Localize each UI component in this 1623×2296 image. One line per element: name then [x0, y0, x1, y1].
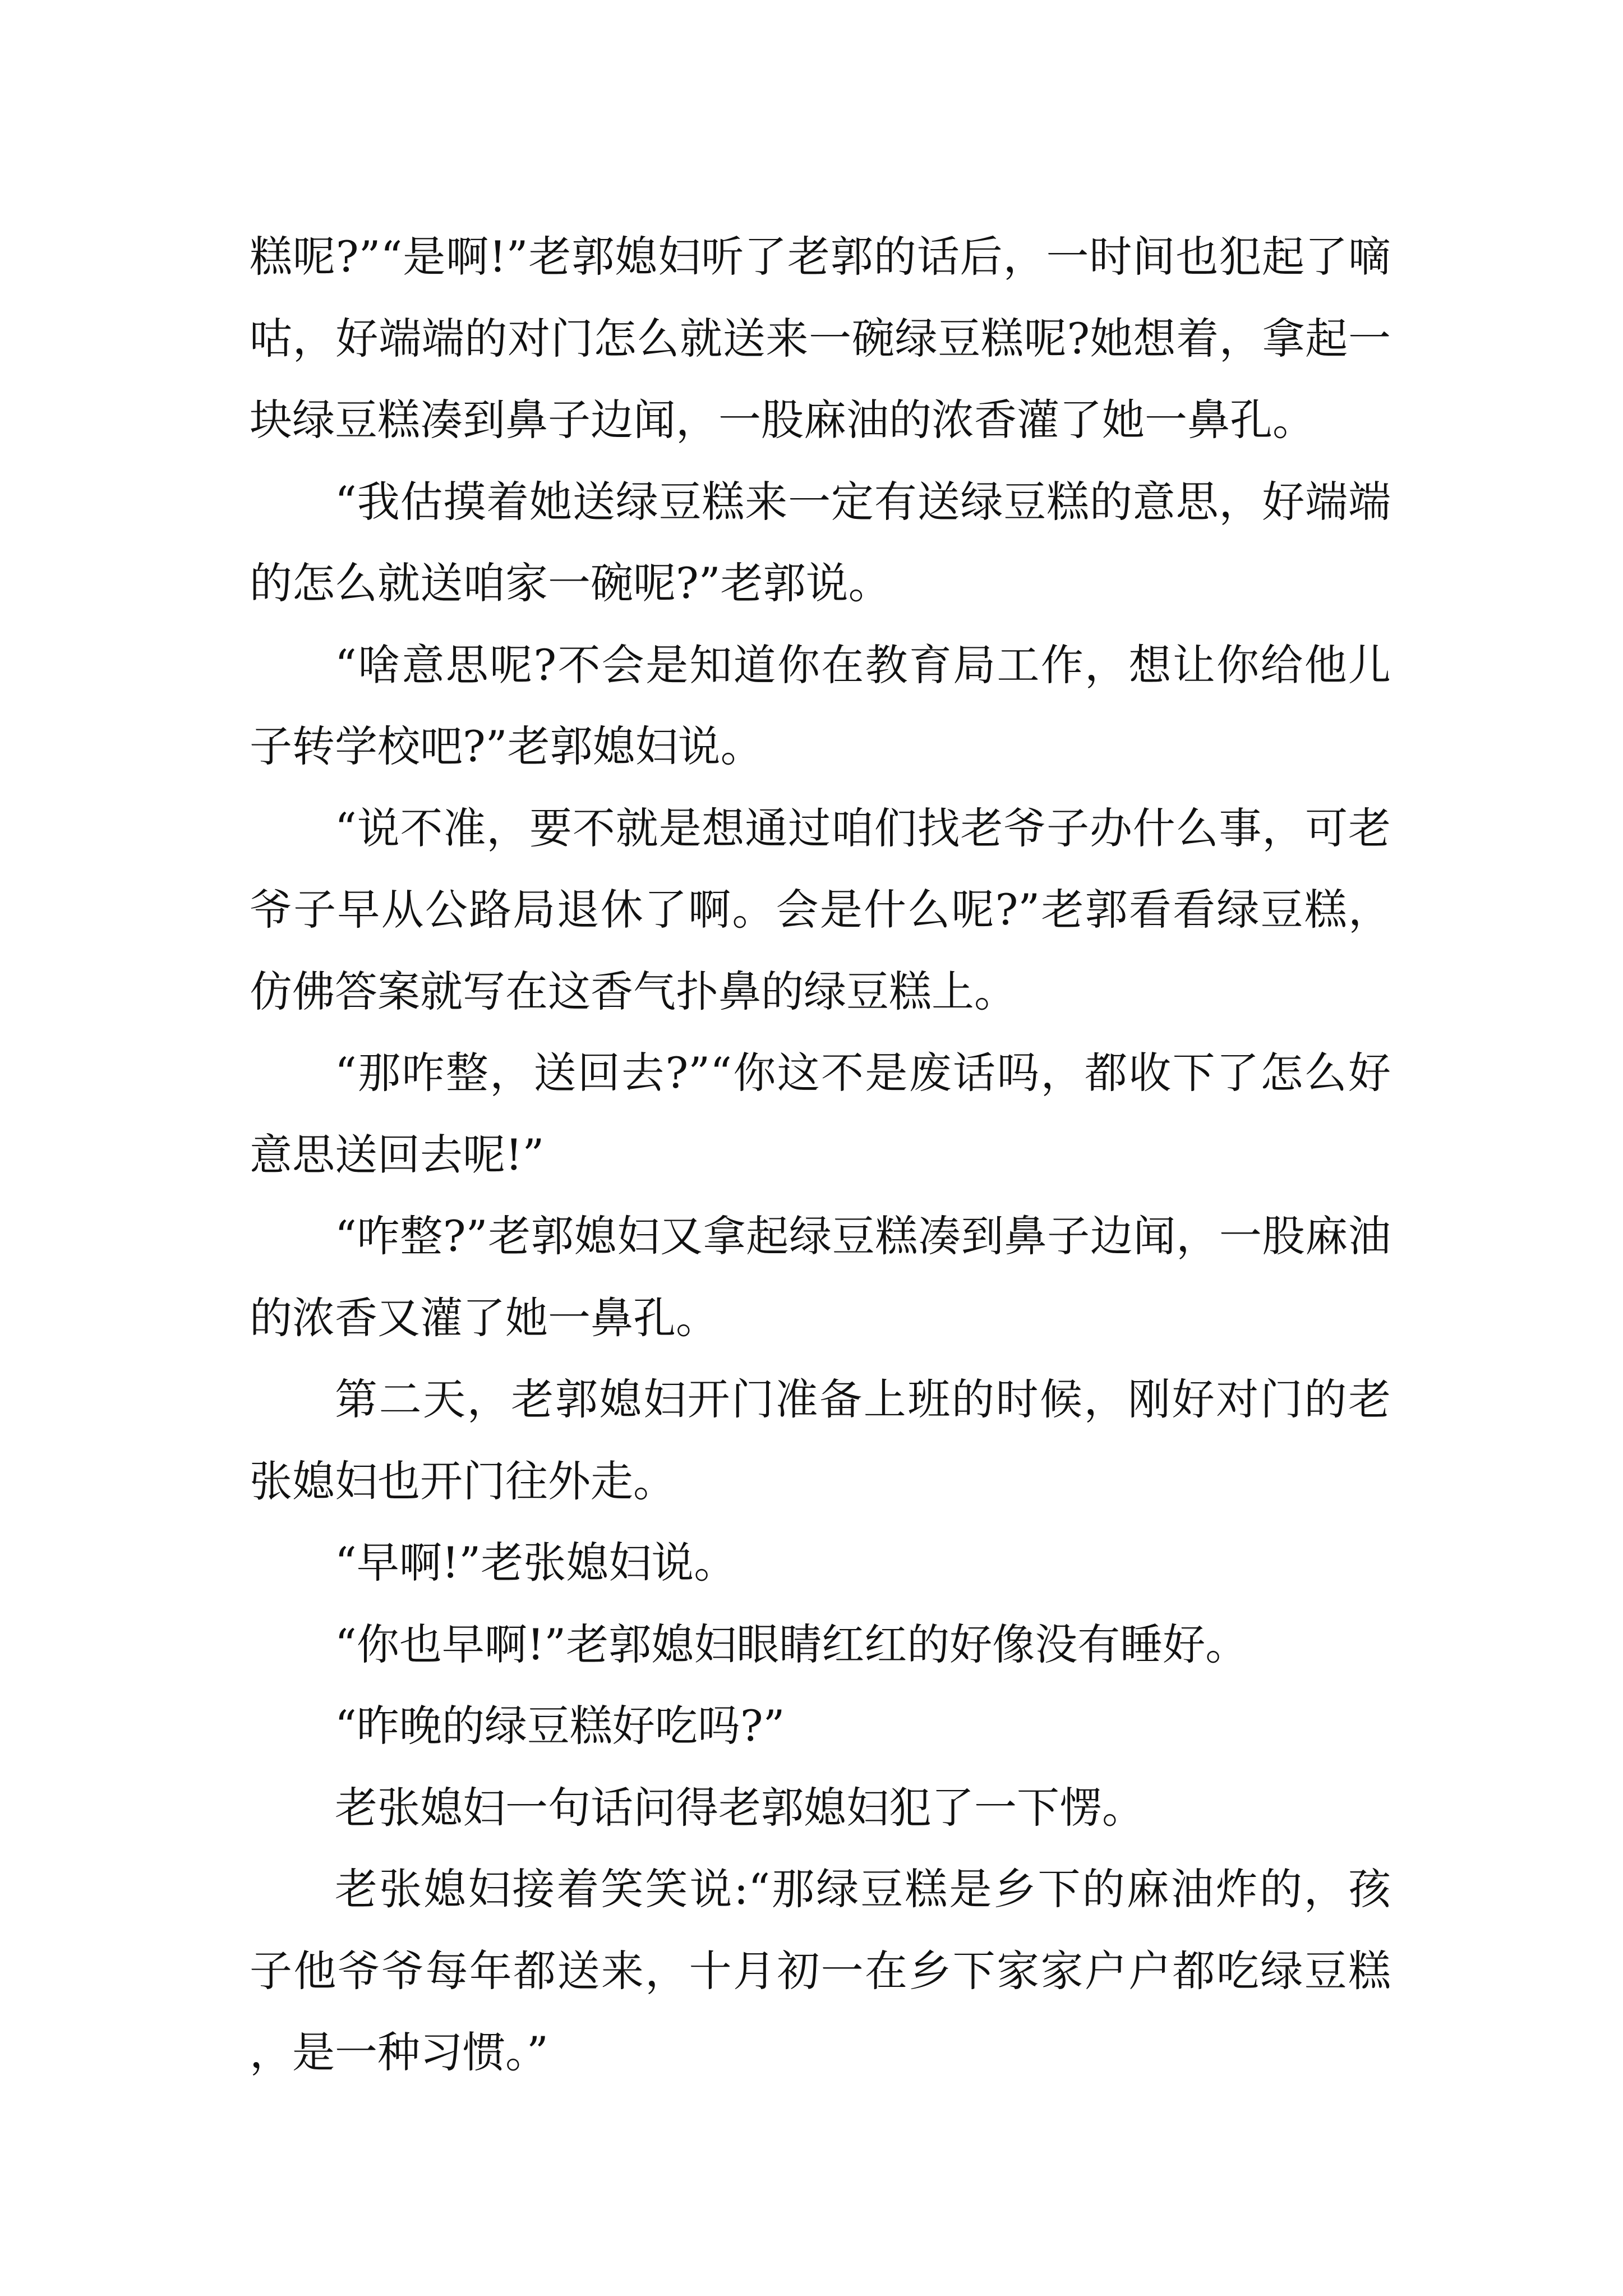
- paragraph-1: 糕呢?”“是啊!”老郭媳妇听了老郭的话后，一时间也犯起了嘀咕，好端端的对门怎么就送来一碗绿豆糕呢?她想着，拿起一块绿豆糕凑到鼻子边闻，一股麻油的浓香灌了她一鼻孔。: [250, 232, 1391, 445]
- paragraph-6: “咋整?”老郭媳妇又拿起绿豆糕凑到鼻子边闻，一股麻油的浓香又灌了她一鼻孔。: [250, 1211, 1391, 1343]
- paragraph-7: 第二天，老郭媳妇开门准备上班的时候，刚好对门的老张媳妇也开门往外走。: [250, 1374, 1391, 1506]
- paragraph-4: “说不准，要不就是想通过咱们找老爷子办什么事，可老爷子早从公路局退休了啊。会是什么呢?”老郭看看绿豆糕，仿佛答案就写在这香气扑鼻的绿豆糕上。: [250, 803, 1391, 1016]
- paragraph-8: “早啊!”老张媳妇说。: [335, 1538, 737, 1588]
- body-text: [250, 216, 1391, 2093]
- paragraph-3: “啥意思呢?不会是知道你在教育局工作，想让你给他儿子转学校吧?”老郭媳妇说。: [250, 639, 1391, 771]
- paragraph-11: 老张媳妇一句话问得老郭媳妇犯了一下愣。: [335, 1782, 1145, 1833]
- paragraph-2: “我估摸着她送绿豆糕来一定有送绿豆糕的意思，好端端的怎么就送咱家一碗呢?”老郭说。: [250, 476, 1391, 608]
- paragraph-5: “那咋整，送回去?”“你这不是废话吗，都收下了怎么好意思送回去呢!”: [250, 1048, 1391, 1180]
- paragraph-9: “你也早啊!”老郭媳妇眼睛红红的好像没有睡好。: [335, 1619, 1248, 1669]
- paragraph-12: 老张媳妇接着笑笑说:“那绿豆糕是乡下的麻油炸的，孩子他爷爷每年都送来，十月初一在乡下家家户户都吃绿豆糕，是一种习惯。”: [250, 1864, 1391, 2077]
- paragraph-10: “昨晚的绿豆糕好吃吗?”: [335, 1701, 785, 1751]
